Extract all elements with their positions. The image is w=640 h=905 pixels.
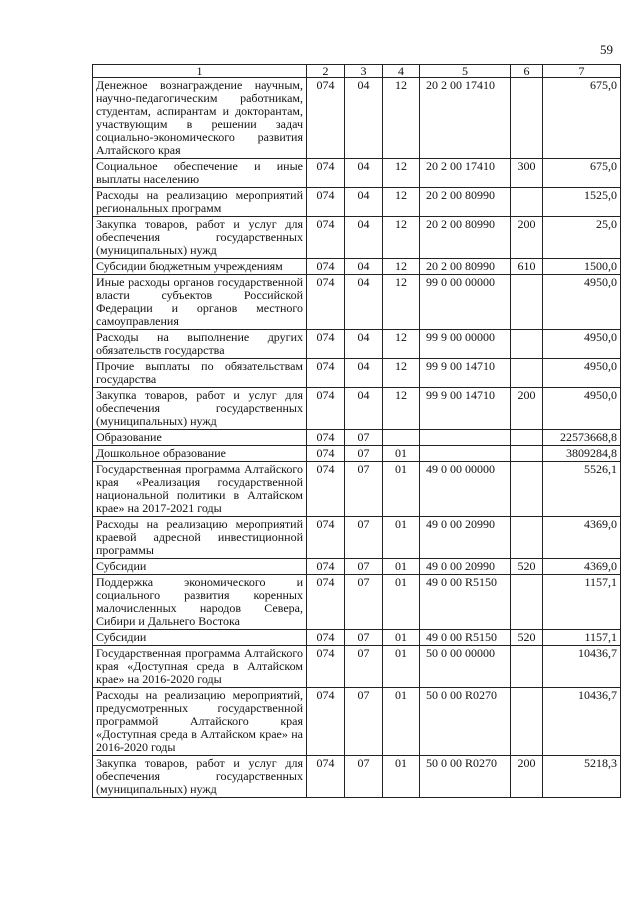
row-target: 49 0 00 20990 bbox=[420, 517, 511, 559]
table-row bbox=[93, 388, 621, 430]
table-row bbox=[93, 330, 621, 359]
row-grbs: 074 bbox=[307, 217, 345, 259]
row-grbs: 074 bbox=[307, 275, 345, 330]
row-amount: 4950,0 bbox=[543, 359, 621, 388]
table-row bbox=[93, 688, 621, 756]
budget-table bbox=[92, 64, 621, 798]
table-row bbox=[93, 430, 621, 446]
row-name: Закупка товаров, работ и услуг для обеспечения государственных (муниципальных) нужд bbox=[93, 217, 307, 259]
row-rz: 04 bbox=[345, 217, 383, 259]
row-amount: 1500,0 bbox=[543, 259, 621, 275]
row-rz: 07 bbox=[345, 430, 383, 446]
row-grbs: 074 bbox=[307, 259, 345, 275]
row-name: Государственная программа Алтайского края «Реализация государственной национальной политики в Алтайском крае» на 2017-2021 годы bbox=[93, 462, 307, 517]
row-pr: 12 bbox=[383, 217, 420, 259]
row-grbs: 074 bbox=[307, 430, 345, 446]
row-grbs: 074 bbox=[307, 330, 345, 359]
header-col-4: 4 bbox=[383, 65, 420, 78]
row-target: 99 0 00 00000 bbox=[420, 275, 511, 330]
row-grbs: 074 bbox=[307, 559, 345, 575]
row-expense-type: 610 bbox=[511, 259, 543, 275]
row-grbs: 074 bbox=[307, 359, 345, 388]
row-target: 49 0 00 00000 bbox=[420, 462, 511, 517]
row-name: Поддержка экономического и социального развития коренных малочисленных народов Севера, Сибири и Дальнего Востока bbox=[93, 575, 307, 630]
row-grbs: 074 bbox=[307, 575, 345, 630]
row-expense-type bbox=[511, 359, 543, 388]
row-grbs: 074 bbox=[307, 159, 345, 188]
table-row bbox=[93, 559, 621, 575]
row-expense-type bbox=[511, 646, 543, 688]
row-pr: 12 bbox=[383, 159, 420, 188]
row-amount: 25,0 bbox=[543, 217, 621, 259]
row-target: 20 2 00 17410 bbox=[420, 159, 511, 188]
row-name: Расходы на выполнение других обязательств государства bbox=[93, 330, 307, 359]
row-amount: 675,0 bbox=[543, 159, 621, 188]
row-rz: 04 bbox=[345, 388, 383, 430]
row-rz: 07 bbox=[345, 517, 383, 559]
row-pr: 12 bbox=[383, 330, 420, 359]
row-amount: 1157,1 bbox=[543, 630, 621, 646]
row-expense-type bbox=[511, 688, 543, 756]
row-pr: 12 bbox=[383, 78, 420, 159]
row-pr: 12 bbox=[383, 188, 420, 217]
row-pr: 01 bbox=[383, 575, 420, 630]
row-name: Субсидии бюджетным учреждениям bbox=[93, 259, 307, 275]
row-grbs: 074 bbox=[307, 646, 345, 688]
row-name: Расходы на реализацию мероприятий, предусмотренных государственной программой Алтайского края «Доступная среда в Алтайском крае» на 2016-2020 годы bbox=[93, 688, 307, 756]
row-target: 99 9 00 00000 bbox=[420, 330, 511, 359]
table-body bbox=[93, 78, 621, 798]
row-target bbox=[420, 430, 511, 446]
row-target: 99 9 00 14710 bbox=[420, 388, 511, 430]
row-name: Расходы на реализацию мероприятий региональных программ bbox=[93, 188, 307, 217]
row-expense-type: 200 bbox=[511, 756, 543, 798]
row-name: Субсидии bbox=[93, 630, 307, 646]
header-col-7: 7 bbox=[543, 65, 621, 78]
row-rz: 04 bbox=[345, 259, 383, 275]
row-name: Образование bbox=[93, 430, 307, 446]
row-expense-type bbox=[511, 78, 543, 159]
row-name: Иные расходы органов государственной власти субъектов Российской Федерации и органов местного самоуправления bbox=[93, 275, 307, 330]
table-row bbox=[93, 78, 621, 159]
table-row bbox=[93, 575, 621, 630]
row-expense-type bbox=[511, 446, 543, 462]
table-row bbox=[93, 188, 621, 217]
row-pr: 12 bbox=[383, 259, 420, 275]
page-number: 59 bbox=[600, 42, 613, 57]
row-target: 49 0 00 20990 bbox=[420, 559, 511, 575]
row-amount: 4369,0 bbox=[543, 517, 621, 559]
table-row bbox=[93, 462, 621, 517]
row-amount: 5218,3 bbox=[543, 756, 621, 798]
row-rz: 04 bbox=[345, 188, 383, 217]
row-rz: 04 bbox=[345, 275, 383, 330]
row-target: 50 0 00 R0270 bbox=[420, 688, 511, 756]
row-grbs: 074 bbox=[307, 630, 345, 646]
row-pr: 01 bbox=[383, 756, 420, 798]
row-pr: 01 bbox=[383, 630, 420, 646]
row-target: 49 0 00 R5150 bbox=[420, 630, 511, 646]
row-rz: 04 bbox=[345, 330, 383, 359]
table-row bbox=[93, 756, 621, 798]
row-grbs: 074 bbox=[307, 78, 345, 159]
row-grbs: 074 bbox=[307, 517, 345, 559]
table-row bbox=[93, 159, 621, 188]
row-amount: 10436,7 bbox=[543, 688, 621, 756]
row-name: Закупка товаров, работ и услуг для обеспечения государственных (муниципальных) нужд bbox=[93, 388, 307, 430]
row-expense-type bbox=[511, 330, 543, 359]
row-amount: 22573668,8 bbox=[543, 430, 621, 446]
table-row bbox=[93, 259, 621, 275]
row-pr: 12 bbox=[383, 359, 420, 388]
row-grbs: 074 bbox=[307, 756, 345, 798]
row-target bbox=[420, 446, 511, 462]
row-name: Государственная программа Алтайского края «Доступная среда в Алтайском крае» на 2016-2020 годы bbox=[93, 646, 307, 688]
row-target: 20 2 00 80990 bbox=[420, 188, 511, 217]
row-amount: 1157,1 bbox=[543, 575, 621, 630]
row-rz: 04 bbox=[345, 78, 383, 159]
row-expense-type: 520 bbox=[511, 630, 543, 646]
row-name: Дошкольное образование bbox=[93, 446, 307, 462]
row-rz: 07 bbox=[345, 756, 383, 798]
row-rz: 04 bbox=[345, 159, 383, 188]
row-expense-type bbox=[511, 575, 543, 630]
row-expense-type bbox=[511, 462, 543, 517]
table-row bbox=[93, 630, 621, 646]
header-col-6: 6 bbox=[511, 65, 543, 78]
row-pr: 12 bbox=[383, 388, 420, 430]
row-rz: 04 bbox=[345, 359, 383, 388]
row-rz: 07 bbox=[345, 559, 383, 575]
table-row bbox=[93, 446, 621, 462]
row-pr: 01 bbox=[383, 688, 420, 756]
row-target: 20 2 00 80990 bbox=[420, 217, 511, 259]
row-rz: 07 bbox=[345, 630, 383, 646]
row-amount: 4369,0 bbox=[543, 559, 621, 575]
row-amount: 4950,0 bbox=[543, 388, 621, 430]
row-grbs: 074 bbox=[307, 446, 345, 462]
row-expense-type bbox=[511, 517, 543, 559]
row-target: 50 0 00 R0270 bbox=[420, 756, 511, 798]
row-grbs: 074 bbox=[307, 462, 345, 517]
row-target: 50 0 00 00000 bbox=[420, 646, 511, 688]
row-target: 49 0 00 R5150 bbox=[420, 575, 511, 630]
row-target: 20 2 00 80990 bbox=[420, 259, 511, 275]
row-expense-type: 520 bbox=[511, 559, 543, 575]
row-rz: 07 bbox=[345, 575, 383, 630]
table-row bbox=[93, 359, 621, 388]
table-row bbox=[93, 217, 621, 259]
row-grbs: 074 bbox=[307, 688, 345, 756]
row-pr bbox=[383, 430, 420, 446]
row-pr: 12 bbox=[383, 275, 420, 330]
row-name: Закупка товаров, работ и услуг для обеспечения государственных (муниципальных) нужд bbox=[93, 756, 307, 798]
row-expense-type bbox=[511, 430, 543, 446]
header-row bbox=[93, 65, 621, 78]
row-pr: 01 bbox=[383, 517, 420, 559]
row-pr: 01 bbox=[383, 559, 420, 575]
row-expense-type: 200 bbox=[511, 217, 543, 259]
row-amount: 5526,1 bbox=[543, 462, 621, 517]
row-expense-type: 300 bbox=[511, 159, 543, 188]
row-amount: 4950,0 bbox=[543, 330, 621, 359]
row-rz: 07 bbox=[345, 646, 383, 688]
row-name: Денежное вознаграждение научным, научно-педагогическим работникам, студентам, аспирантам и докторантам, участвующим в решении задач социально-экономического развития Алтайского края bbox=[93, 78, 307, 159]
row-rz: 07 bbox=[345, 462, 383, 517]
table-row bbox=[93, 517, 621, 559]
row-rz: 07 bbox=[345, 688, 383, 756]
header-col-3: 3 bbox=[345, 65, 383, 78]
row-name: Расходы на реализацию мероприятий краевой адресной инвестиционной программы bbox=[93, 517, 307, 559]
row-amount: 3809284,8 bbox=[543, 446, 621, 462]
row-grbs: 074 bbox=[307, 188, 345, 217]
row-grbs: 074 bbox=[307, 388, 345, 430]
table-row bbox=[93, 275, 621, 330]
row-amount: 675,0 bbox=[543, 78, 621, 159]
row-name: Социальное обеспечение и иные выплаты населению bbox=[93, 159, 307, 188]
row-name: Прочие выплаты по обязательствам государства bbox=[93, 359, 307, 388]
row-expense-type bbox=[511, 275, 543, 330]
row-amount: 1525,0 bbox=[543, 188, 621, 217]
row-rz: 07 bbox=[345, 446, 383, 462]
header-col-1: 1 bbox=[93, 65, 307, 78]
table-row bbox=[93, 646, 621, 688]
row-pr: 01 bbox=[383, 462, 420, 517]
header-col-2: 2 bbox=[307, 65, 345, 78]
row-expense-type: 200 bbox=[511, 388, 543, 430]
row-pr: 01 bbox=[383, 446, 420, 462]
row-expense-type bbox=[511, 188, 543, 217]
row-target: 20 2 00 17410 bbox=[420, 78, 511, 159]
row-amount: 4950,0 bbox=[543, 275, 621, 330]
row-name: Субсидии bbox=[93, 559, 307, 575]
row-pr: 01 bbox=[383, 646, 420, 688]
header-col-5: 5 bbox=[420, 65, 511, 78]
row-target: 99 9 00 14710 bbox=[420, 359, 511, 388]
row-amount: 10436,7 bbox=[543, 646, 621, 688]
